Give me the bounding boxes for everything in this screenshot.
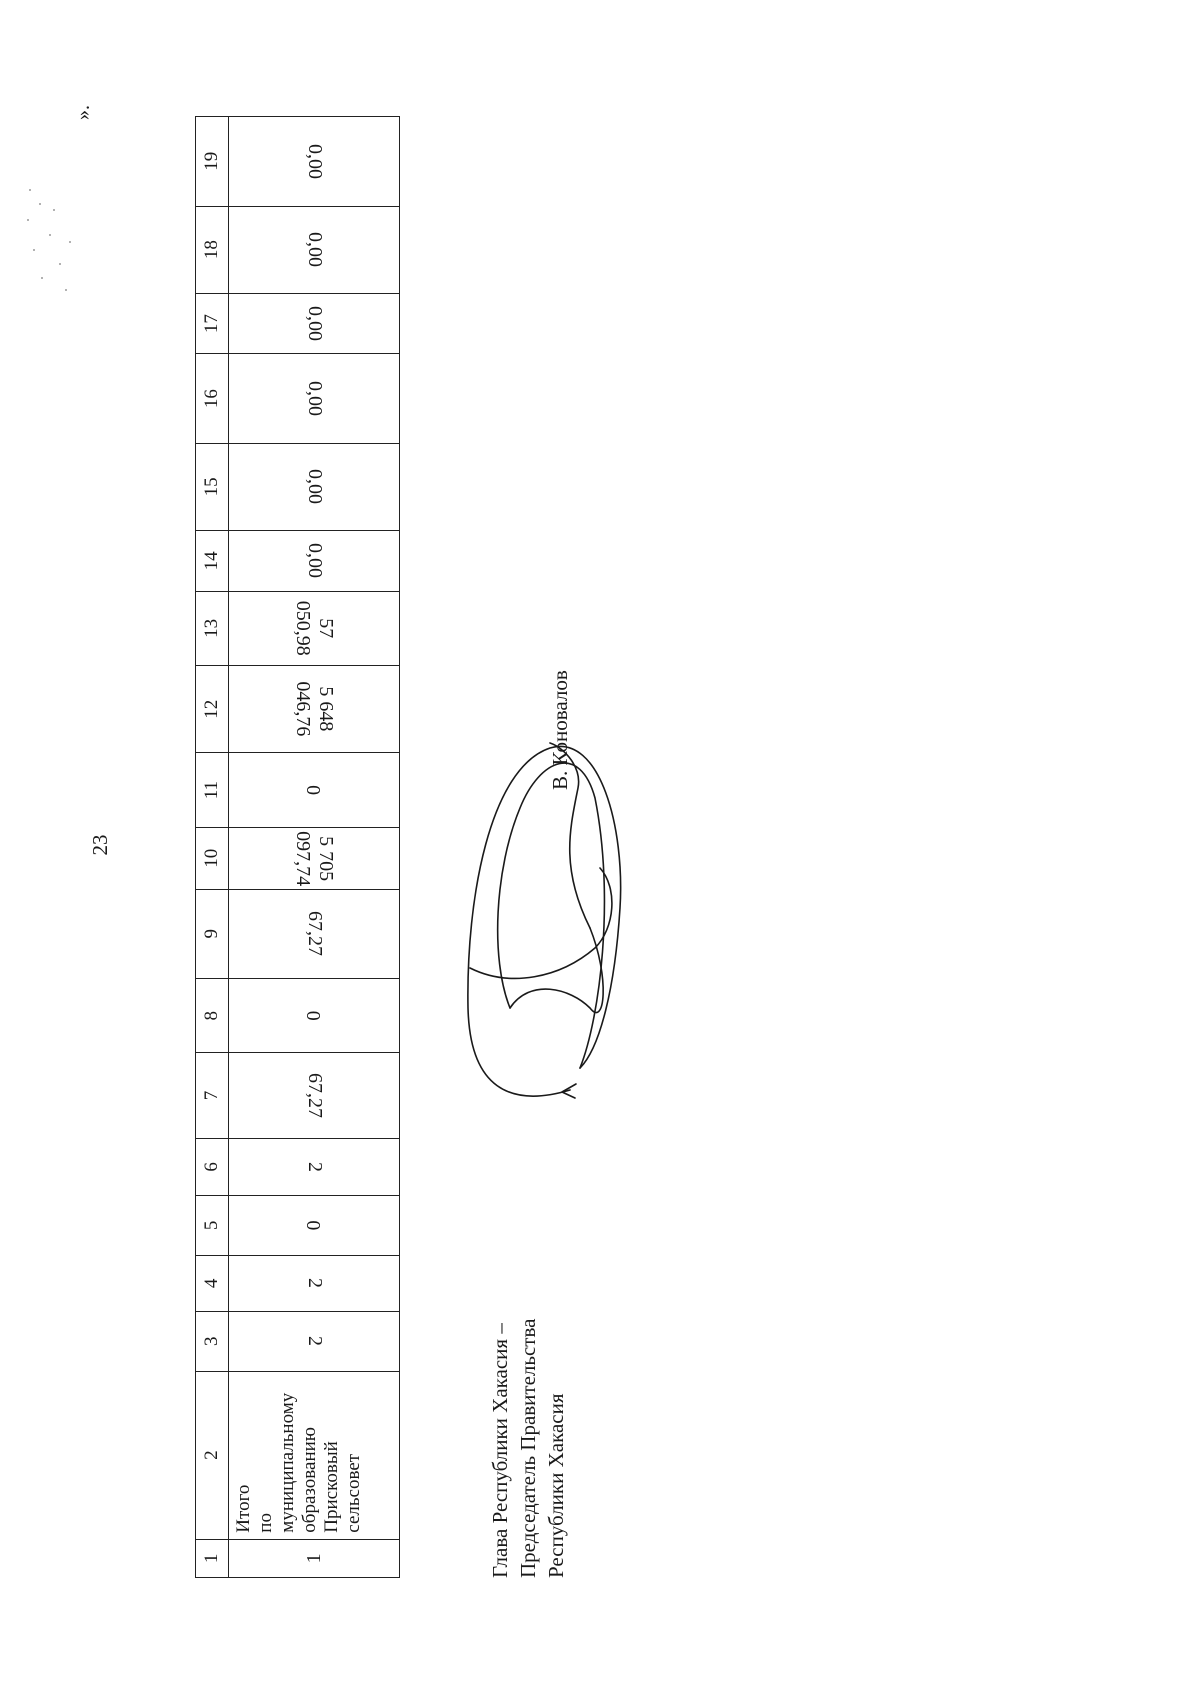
cell-value: 0 [302, 1220, 325, 1231]
closing-quote: ». [72, 105, 94, 120]
header-cell: 11 [196, 753, 229, 827]
header-cell: 19 [196, 117, 229, 207]
cell-value: 57 050,98 [292, 600, 337, 656]
header-cell: 2 [196, 1371, 229, 1539]
header-cell: 12 [196, 666, 229, 753]
table-cell [229, 1312, 400, 1372]
header-cell: 17 [196, 293, 229, 354]
cell-value: 2 [303, 1336, 326, 1347]
signatory-name: В. Коновалов [548, 670, 572, 790]
cell-value: 0,00 [303, 306, 326, 342]
table-cell [229, 591, 400, 665]
table-cell [229, 666, 400, 753]
cell-value: 0 [302, 785, 325, 796]
table-cell [229, 293, 400, 354]
table-cell [229, 978, 400, 1052]
header-cell: 18 [196, 206, 229, 293]
table-cell [229, 827, 400, 889]
signatory-title-line: Председатель Правительства [516, 1318, 540, 1578]
header-cell: 15 [196, 443, 229, 530]
header-cell: 7 [196, 1053, 229, 1138]
cell-value: 67,27 [303, 911, 326, 957]
header-cell: 4 [196, 1255, 229, 1311]
table-cell [229, 1255, 400, 1311]
budget-table [195, 116, 400, 1578]
table-cell [229, 1138, 400, 1195]
cell-value: 0 [302, 1010, 325, 1021]
cell-value: 0,00 [303, 143, 326, 179]
header-cell: 5 [196, 1196, 229, 1256]
table-cell [229, 889, 400, 978]
handwritten-signature [450, 728, 640, 1128]
header-cell: 3 [196, 1312, 229, 1372]
table-cell [229, 753, 400, 827]
cell-value: 5 705 097,74 [292, 830, 337, 886]
cell-value: 2 [303, 1161, 326, 1172]
table-cell [229, 117, 400, 207]
cell-value: 2 [303, 1278, 326, 1289]
table-cell [229, 1053, 400, 1138]
cell-value: 0,00 [303, 543, 326, 579]
cell-value: 67,27 [303, 1073, 326, 1119]
header-cell: 8 [196, 978, 229, 1052]
cell-value: 0,00 [303, 381, 326, 417]
table-cell [229, 206, 400, 293]
cell-value: 0,00 [303, 469, 326, 505]
table-row [229, 117, 400, 1578]
cell-value: 5 648 046,76 [292, 681, 337, 737]
signatory-title [486, 1218, 570, 1578]
header-cell: 10 [196, 827, 229, 889]
signatory-title-line: Республики Хакасия [544, 1393, 568, 1578]
header-cell: 14 [196, 531, 229, 592]
table-header-row [196, 117, 229, 1578]
page-number: 23 [88, 834, 112, 856]
table-cell [229, 354, 400, 443]
signatory-title-line: Глава Республики Хакасия – [488, 1323, 512, 1578]
header-cell: 1 [196, 1539, 229, 1577]
table-cell [229, 1196, 400, 1256]
row-number-cell: 1 [229, 1539, 400, 1577]
header-cell: 13 [196, 591, 229, 665]
header-cell: 16 [196, 354, 229, 443]
table-cell [229, 531, 400, 592]
cell-value: 0,00 [303, 232, 326, 268]
row-name-cell: Итого по муниципальному образованию Присковый сельсовет [229, 1371, 400, 1539]
header-cell: 6 [196, 1138, 229, 1195]
header-cell: 9 [196, 889, 229, 978]
table-cell [229, 443, 400, 530]
scan-stamp-noise [20, 180, 80, 300]
